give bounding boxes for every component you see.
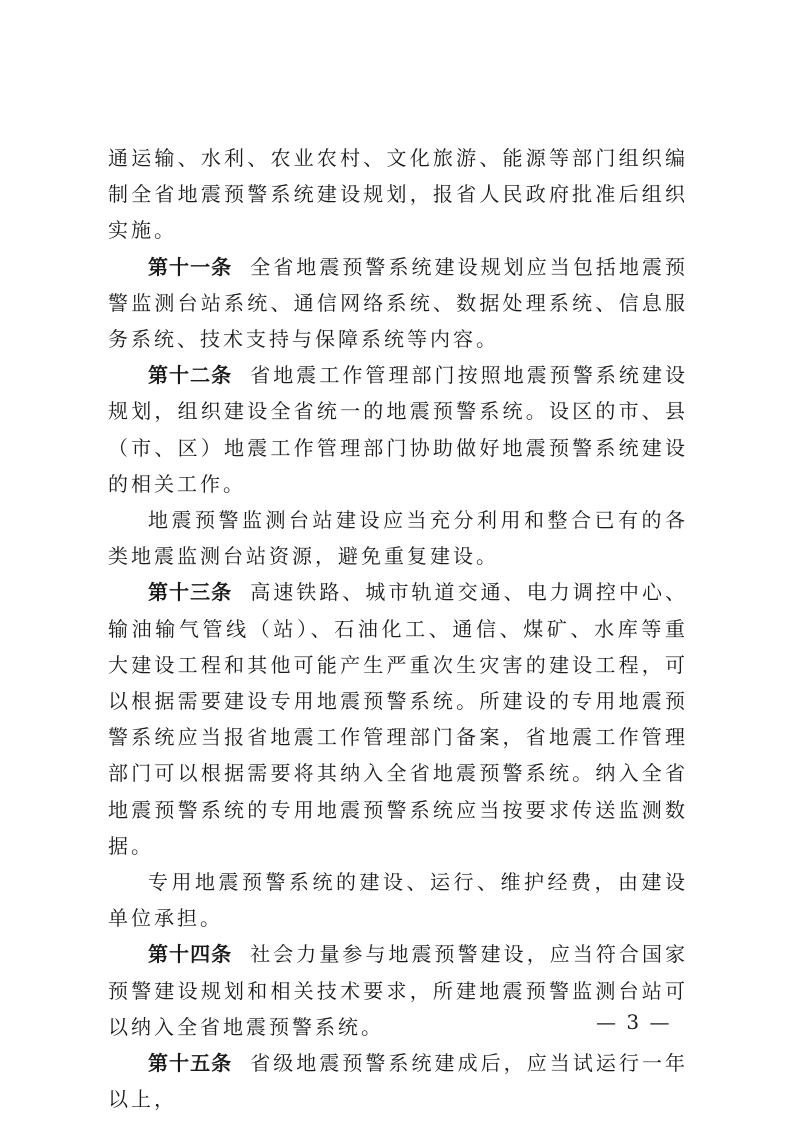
paragraph-text: 社会力量参与地震预警建设，应当符合国家预警建设规划和相关技术要求，所建地震预警监测台站可以纳入全省地震预警系统。 bbox=[108, 942, 689, 1039]
paragraph-text: 全省地震预警系统建设规划应当包括地震预警监测台站系统、通信网络系统、数据处理系统、信息服务系统、技术支持与保障系统等内容。 bbox=[108, 254, 689, 352]
paragraph-text: 专用地震预警系统的建设、运行、维护经费，由建设单位承担。 bbox=[108, 870, 688, 931]
paragraph-text: 通运输、水利、农业农村、文化旅游、能源等部门组织编制全省地震预警系统建设规划，报省人民政府批准后组织实施。 bbox=[108, 146, 688, 243]
paragraph-article-12 bbox=[108, 357, 688, 502]
article-number: 第十二条 bbox=[148, 363, 233, 388]
paragraph-1 bbox=[108, 140, 688, 249]
paragraph-article-11 bbox=[108, 249, 688, 358]
paragraph-text: 省级地震预警系统建成后，应当试运行一年以上， bbox=[108, 1051, 689, 1112]
paragraph-text: 地震预警监测台站建设应当充分利用和整合已有的各类地震监测台站资源，避免重复建设。 bbox=[108, 508, 688, 569]
paragraph-article-13 bbox=[108, 574, 688, 864]
article-number: 第十一条 bbox=[148, 254, 233, 279]
paragraph-6 bbox=[108, 864, 688, 936]
paragraph-text: 省地震工作管理部门按照地震预警系统建设规划，组织建设全省统一的地震预警系统。设区的市、县（市、区）地震工作管理部门协助做好地震预警系统建设的相关工作。 bbox=[108, 363, 689, 496]
paragraph-text: 高速铁路、城市轨道交通、电力调控中心、输油输气管线（站）、石油化工、通信、煤矿、水库等重大建设工程和其他可能产生严重次生灾害的建设工程，可以根据需要建设专用地震预警系统。所建设的专用地震预警系统应当报省地震工作管理部门备案，省地震工作管理部门可以根据需要将其纳入全省地震预警系统。纳入全省地震预警系统的专用地震预警系统应当按要求传送监测数据。 bbox=[108, 580, 689, 858]
paragraph-4 bbox=[108, 502, 688, 574]
article-number: 第十四条 bbox=[148, 942, 233, 967]
document-body bbox=[108, 140, 688, 1117]
article-number: 第十五条 bbox=[148, 1051, 233, 1076]
page-number: — 3 — bbox=[596, 1010, 672, 1034]
article-number: 第十三条 bbox=[148, 580, 233, 605]
paragraph-article-15 bbox=[108, 1045, 688, 1117]
